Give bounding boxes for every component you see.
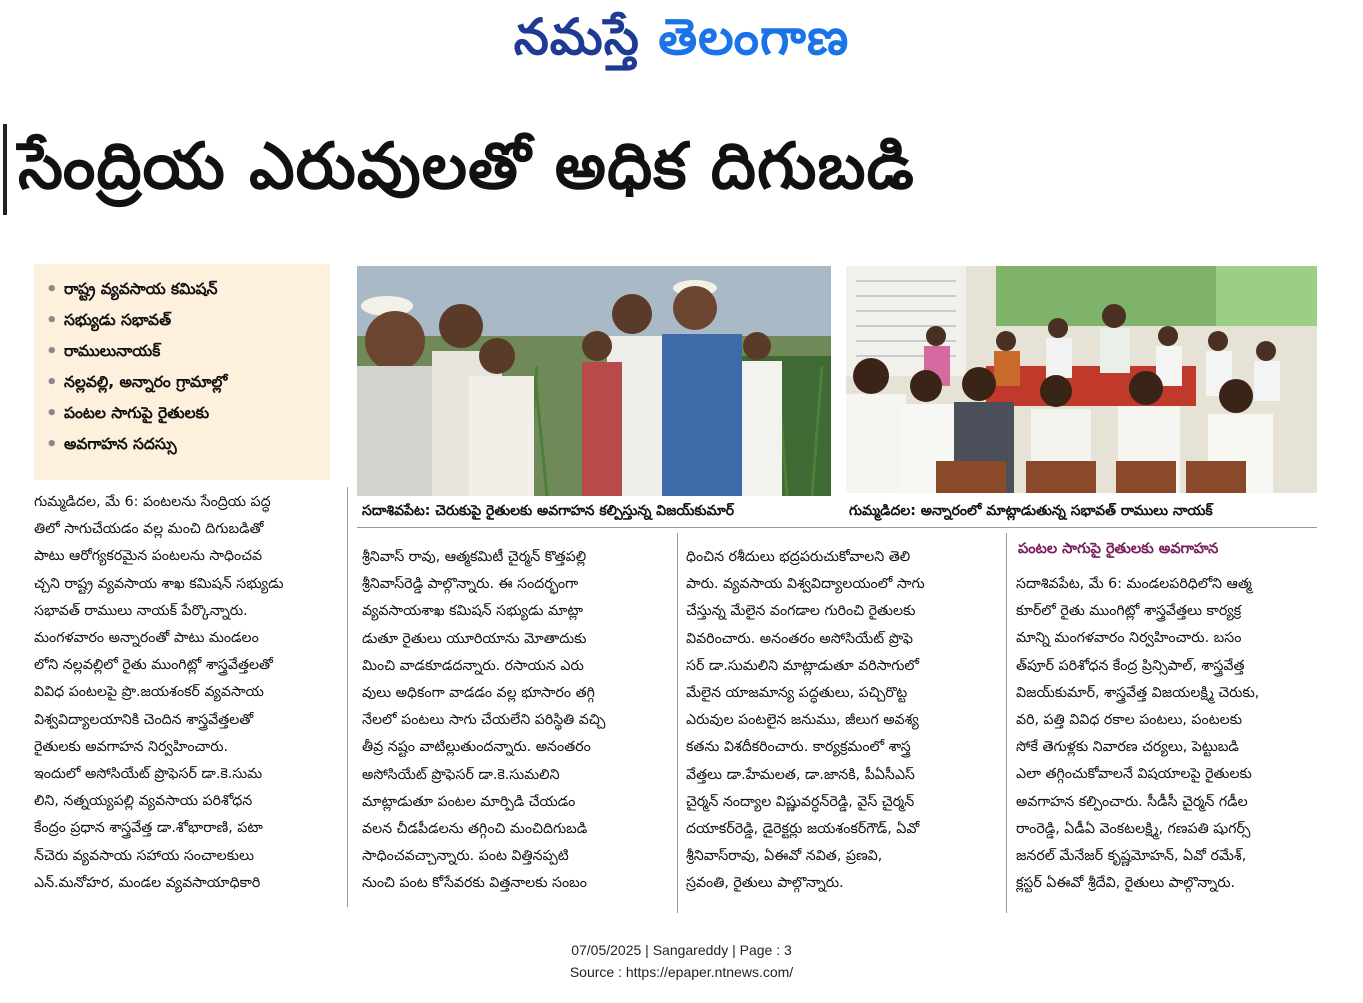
caption-photo1: సదాశివపేట: చెరుకుపై రైతులకు అవగాహన కల్పిస్తున్న విజయ్‌కుమార్ [362, 503, 735, 519]
text-line: ధించిన రశీదులు భద్రపరుచుకోవాలని తెలి [686, 549, 911, 565]
text-line: వేత్తలు డా.హేమలత, డా.జానకి, పీఏసీఎస్ [686, 766, 915, 783]
text-line: పాటు ఆరోగ్యకరమైన పంటలను సాధించవ [34, 548, 263, 565]
text-line: విశ్వవిద్యాలయానికి చెందిన శాస్త్రవేత్తలతో [34, 711, 254, 728]
text-line: పారు. వ్యవసాయ విశ్వవిద్యాలయంలో సాగు [686, 576, 925, 593]
text-line: సాధించవచ్చాన్నారు. పంట విత్తినప్పటి [362, 848, 569, 865]
text-line: విజయ్‌కుమార్, శాస్త్రవేత్త విజయలక్ష్మి చెరుకు, [1016, 684, 1260, 701]
article-column-1 [34, 489, 339, 897]
text-line: మించి వాడకూడదన్నారు. రసాయన ఎరు [362, 657, 584, 674]
text-line: మాట్లాడుతూ పంటల మార్పిడి చేయడం [362, 793, 576, 810]
text-line: శ్రీనివాస్ రావు, ఆత్మకమిటీ చైర్మన్ కొత్తపల్లి [362, 549, 587, 565]
caption-photo2: గుమ్మడిదల: అన్నారంలో మాట్లాడుతున్న సభావత్ రాములు నాయక్ [849, 503, 1213, 519]
text-line: ఎలా తగ్గించుకోవాలనే విషయాలపై రైతులకు [1016, 766, 1252, 783]
masthead-logo [0, 8, 1363, 79]
article-column-3 [686, 544, 1001, 898]
divider [677, 533, 678, 913]
text-line: సభావత్ రాములు నాయక్ పేర్కొన్నారు. [34, 602, 248, 619]
headline-rule [3, 124, 7, 215]
text-line: లోని నల్లవల్లిలో రైతు ముంగిట్లో శాస్త్రవేత్తలతో [34, 657, 273, 674]
text-line: దయాకర్‌రెడ్డి, డైరెక్టర్లు జయశంకర్‌గౌడ్, ఏవో [686, 821, 920, 838]
text-line: గుమ్మడిదల, మే 6: పంటలను సేంద్రియ పద్ధ [34, 494, 271, 510]
text-line: శ్రీనివాస్‌రెడ్డి పాల్గొన్నారు. ఈ సందర్భంగా [362, 576, 579, 593]
highlight-line: • నల్లవల్లి, అన్నారం గ్రామాల్లో [64, 367, 330, 398]
text-line: వులు అధికంగా వాడడం వల్ల భూసారం తగ్గి [362, 685, 595, 702]
divider [347, 487, 348, 907]
text-line: రైతులకు అవగాహన నిర్వహించారు. [34, 738, 229, 755]
highlight-line: • సభ్యుడు సభావత్ [64, 305, 330, 336]
text-line: కేంద్రం ప్రధాన శాస్త్రవేత్త డా.శోభారాణి, పటా [34, 820, 263, 837]
text-line: వరి, పత్తి వివిధ రకాల పంటలు, పంటలకు [1016, 712, 1243, 729]
highlight-line: • అవగాహన సదస్సు [64, 429, 330, 460]
masthead-part1: నమస్తే [513, 8, 659, 66]
text-line: చైర్మన్ నంద్యాల విష్ణువర్ధన్‌రెడ్డి, వైస్ చైర్మన్ [686, 793, 915, 810]
text-line: ఎరువుల పంటలైన జనుము, జీలుగ అవశ్య [686, 712, 919, 729]
text-line: అసోసియేట్ ప్రొఫెసర్ డా.కె.సుమలిని [362, 766, 560, 783]
text-line: ఎన్.మనోహర, మండల వ్యవసాయాధికారి [34, 874, 261, 891]
text-line: సదాశివపేట, మే 6: మండలపరిధిలోని ఆత్మ [1016, 576, 1252, 592]
text-line: వివరించారు. అనంతరం అసోసియేట్ ప్రొఫె [686, 630, 913, 647]
footer-source: Source : https://epaper.ntnews.com/ [569, 964, 794, 980]
text-line: జనరల్ మేనేజర్ కృష్ణమోహన్, ఏవో రమేశ్, [1016, 848, 1247, 865]
article-column-4 [1016, 571, 1331, 897]
text-line: లిని, నత్నయ్యపల్లి వ్యవసాయ పరిశోధన [34, 793, 253, 810]
text-line: త్‌పూర్ పరిశోధన కేంద్ర ప్రిన్సిపాల్, శాస్త్రవేత్త [1016, 657, 1245, 674]
text-line: శ్రీనివాస్‌రావు, ఏఈవో నవిత, ప్రణవి, [686, 848, 883, 865]
text-line: వివిధ పంటలపై ప్రొ.జయశంకర్ వ్యవసాయ [34, 684, 264, 701]
text-line: క్లస్టర్ ఏఈవో శ్రీదేవి, రైతులు పాల్గొన్నారు. [1016, 875, 1236, 892]
highlight-line: • రాష్ట్ర వ్యవసాయ కమిషన్ [64, 274, 330, 305]
divider [357, 527, 1317, 528]
text-line: కూర్‌లో రైతు ముంగిట్లో శాస్త్రవేత్తలు కార్యక్ర [1016, 603, 1242, 620]
text-line: నుంచి పంట కోసేవరకు విత్తనాలకు సంబం [362, 875, 587, 892]
text-line: డుతూ రైతులు యూరియాను మోతాదుకు [362, 630, 587, 647]
text-line: చ్చని రాష్ట్ర వ్యవసాయ శాఖ కమిషన్ సభ్యుడు [34, 575, 284, 592]
sub-article-title: పంటల సాగుపై రైతులకు అవగాహన [1018, 541, 1219, 557]
text-line: ఇందులో అసోసియేట్ ప్రొఫెసర్ డా.కె.సుమ [34, 766, 263, 783]
text-line: సోకే తెగుళ్లకు నివారణ చర్యలు, పెట్టుబడి [1016, 739, 1239, 756]
photo-field-visit [357, 266, 831, 496]
text-line: చేస్తున్న మేలైన వంగడాల గురించి రైతులకు [686, 603, 916, 620]
text-line: అవగాహన కల్పించారు. సీడీసీ చైర్మన్ గడీల [1016, 793, 1248, 810]
highlight-line: • పంటల సాగుపై రైతులకు [64, 398, 330, 429]
text-line: వ్యవసాయశాఖ కమిషన్ సభ్యుడు మాట్లా [362, 603, 583, 620]
article-column-2 [362, 544, 670, 898]
text-line: వలన చీడపీడలను తగ్గించి మంచిదిగుబడి [362, 821, 588, 838]
divider [1006, 533, 1007, 913]
text-line: తీవ్ర నష్టం వాటిల్లుతుందన్నారు. అనంతరం [362, 739, 591, 756]
text-line: నేలలో పంటలు సాగు చేయలేని పరిస్థితి వచ్చి [362, 712, 606, 729]
text-line: మాన్ని మంగళవారం నిర్వహించారు. బసం [1016, 630, 1242, 647]
headline: సేంద్రియ ఎరువులతో అధిక దిగుబడి [18, 130, 915, 204]
text-line: కతను విశదీకరించారు. కార్యక్రమంలో శాస్త్ర [686, 739, 911, 756]
masthead-part2: తెలంగాణ [658, 8, 850, 66]
text-line: న్‌చెరు వ్యవసాయ సహాయ సంచాలకులు [34, 847, 254, 864]
text-line: సర్ డా.సుమలిని మాట్లాడుతూ వరిసాగులో [686, 657, 920, 674]
highlights-box [34, 264, 330, 480]
footer-date-page: 07/05/2025 | Sangareddy | Page : 3 [571, 942, 792, 958]
photo-meeting [846, 266, 1317, 493]
text-line: రాంరెడ్డి, ఏడీఏ వెంకటలక్ష్మి, గణపతి షుగర్స్ [1016, 820, 1251, 837]
text-line: మంగళవారం అన్నారంతో పాటు మండలం [34, 630, 259, 647]
text-line: స్రవంతి, రైతులు పాల్గొన్నారు. [686, 875, 844, 892]
text-line: తిలో సాగుచేయడం వల్ల మంచి దిగుబడితో [34, 521, 264, 538]
text-line: మేలైన యాజమాన్య పద్ధతులు, పచ్చిరొట్ట [686, 685, 908, 702]
highlight-line: • రాములునాయక్ [64, 336, 330, 367]
